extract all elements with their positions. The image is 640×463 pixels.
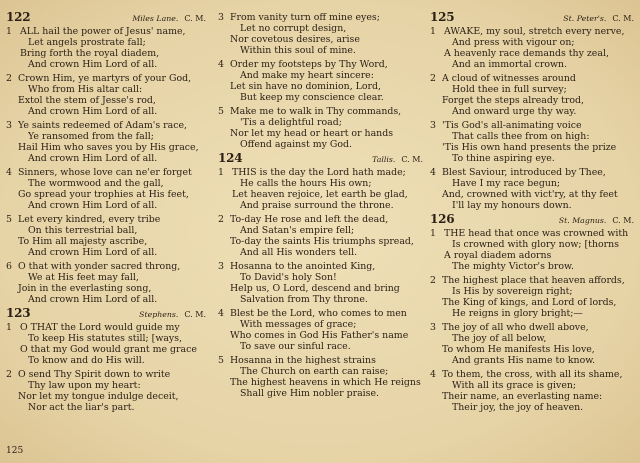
stanza: 4 Order my footsteps by Thy Word, And make my heart sincere: Let sin have no dominion, Lord, But keep my conscience clear. <box>218 59 388 103</box>
stanza: 2 Crown Him, ye martyrs of your God, Who from His altar call: Extol the stem of Jesse's rod, And crown Him Lord of all. <box>6 73 192 117</box>
stanza: 3 'Tis God's all-animating voice That calls thee from on high: 'Tis His own hand presents the prize To thine aspiring eye. <box>430 120 617 164</box>
stanza: 5 Hosanna in the highest strains The Church on earth can raise; The highest heavens in which He reigns Shall give Him nobler praise. <box>218 355 421 399</box>
stanza: 1 THE head that once was crowned with Is crowned with glory now; [thorns A royal diadem adorns The mighty Victor's brow. <box>430 228 629 272</box>
hymn-header <box>218 153 425 167</box>
hymn-number: 122 <box>6 10 31 24</box>
column-middle <box>218 12 425 402</box>
hymn-tune: Stephens. C. M. <box>139 310 206 319</box>
stanza: 4 Blest be the Lord, who comes to men With messages of grace; Who comes in God His Father's name To save our sinful race. <box>218 308 409 352</box>
stanza: 5 Let every kindred, every tribe On this terrestrial ball, To Him all majesty ascribe, And crown Him Lord of all. <box>6 214 161 258</box>
stanza: 3 From vanity turn off mine eyes; Let no corrupt design, Nor covetous desires, arise Within this soul of mine. <box>218 12 380 56</box>
hymn-header <box>6 12 208 26</box>
stanza: 2 A cloud of witnesses around Hold thee in full survey; Forget the steps already trod, And onward urge thy way. <box>430 73 585 117</box>
stanza: 1 ALL hail the power of Jesus' name, Let angels prostrate fall; Bring forth the royal diadem, And crown Him Lord of all. <box>6 26 186 70</box>
stanza: 3 Ye saints redeemed of Adam's race, Ye ransomed from the fall; Hail Him who saves you by His grace, And crown Him Lord of all. <box>6 120 199 164</box>
column-right <box>430 12 636 416</box>
stanza: 4 To them, the cross, with all its shame, With all its grace is given; Their name, an everlasting name: Their joy, the joy of heaven. <box>430 369 623 413</box>
stanza: 5 Make me to walk in Thy commands, 'Tis a delightful road; Nor let my head or heart or hands Offend against my God. <box>218 106 402 150</box>
stanza: 4 Sinners, whose love can ne'er forget The wormwood and the gall, Go spread your trophies at His feet, And crown Him Lord of all. <box>6 167 192 211</box>
stanza: 2 O send Thy Spirit down to write Thy law upon my heart: Nor let my tongue indulge deceit, Nor act the liar's part. <box>6 369 179 413</box>
hymn-number: 126 <box>430 212 455 226</box>
hymn-header <box>430 214 636 228</box>
hymn-header <box>6 308 208 322</box>
hymn-header <box>430 12 636 26</box>
hymn-number: 124 <box>218 151 243 165</box>
hymn-tune: St. Peter's. C. M. <box>563 14 634 23</box>
hymn-number: 125 <box>430 10 455 24</box>
stanza: 1 THIS is the day the Lord hath made; He calls the hours His own; Let heaven rejoice, let earth be glad, And praise surround the throne. <box>218 167 408 211</box>
stanza: 4 Blest Saviour, introduced by Thee, Have I my race begun; And, crowned with vict'ry, at thy feet I'll lay my honours down. <box>430 167 618 211</box>
stanza: 6 O that with yonder sacred throng, We at His feet may fall, Join in the everlasting song, And crown Him Lord of all. <box>6 261 181 305</box>
stanza: 2 To-day He rose and left the dead, And Satan's empire fell; To-day the saints His triumphs spread, And all His wonders tell. <box>218 214 414 258</box>
stanza: 3 The joy of all who dwell above, The joy of all below, To whom He manifests His love, And grants His name to know. <box>430 322 596 366</box>
stanza: 1 O THAT the Lord would guide my To keep His statutes still; [ways, O that my God would grant me grace To know and do His will. <box>6 322 197 366</box>
column-left <box>6 12 208 416</box>
hymn-tune: Miles Lane. C. M. <box>132 14 206 23</box>
hymn-number: 123 <box>6 306 31 320</box>
hymn-tune: St. Magnus. C. M. <box>558 216 634 225</box>
stanza: 2 The highest place that heaven affords, Is His by sovereign right; The King of kings, and Lord of lords, He reigns in glory bright;— <box>430 275 625 319</box>
stanza: 1 AWAKE, my soul, stretch every nerve, And press with vigour on; A heavenly race demands thy zeal, And an immortal crown. <box>430 26 625 70</box>
page-number: 125 <box>6 446 24 456</box>
stanza: 3 Hosanna to the anointed King, To David's holy Son! Help us, O Lord, descend and bring Salvation from Thy throne. <box>218 261 400 305</box>
hymn-tune: Tallis. C. M. <box>372 155 423 164</box>
